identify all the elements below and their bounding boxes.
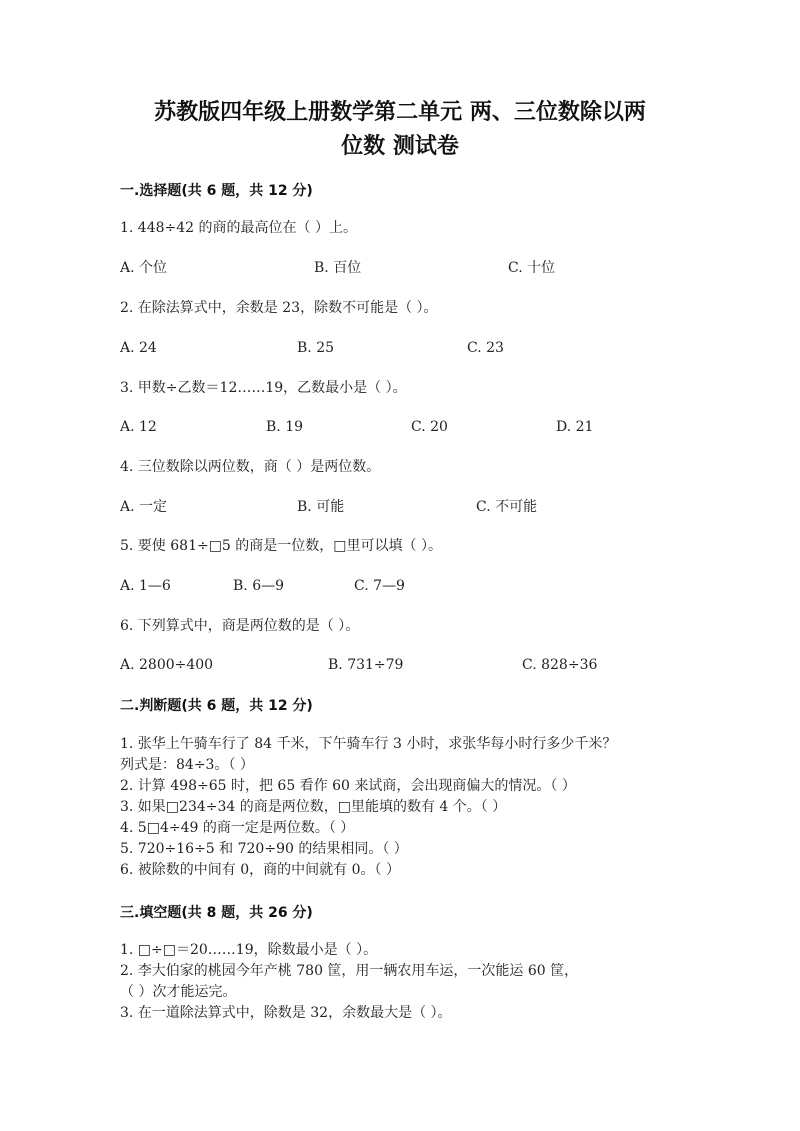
judge-line-2: 列式是：84÷3。（ ） — [120, 757, 254, 773]
option-1-5-b: B. 6—9 — [233, 578, 285, 594]
question-1-3: 3. 甲数÷乙数＝12……19，乙数最小是（ ）。 — [120, 380, 407, 396]
option-1-6-a: A. 2800÷400 — [120, 657, 214, 673]
section-2-title: 二.判断题(共 6 题，共 12 分) — [120, 698, 313, 714]
option-1-4-a: A. 一定 — [120, 499, 168, 515]
section-3-title: 三.填空题(共 8 题，共 26 分) — [120, 905, 313, 921]
judge-line-3: 2. 计算 498÷65 时，把 65 看作 60 来试商，会出现商偏大的情况。（ ） — [120, 778, 576, 794]
fill-line-1: 1. □÷□＝20……19，除数最小是（ ）。 — [120, 942, 378, 958]
option-1-3-c: C. 20 — [411, 419, 448, 435]
option-1-6-c: C. 828÷36 — [522, 657, 598, 673]
option-1-4-c: C. 不可能 — [476, 499, 538, 515]
judge-line-1: 1. 张华上午骑车行了 84 千米，下午骑车行 3 小时，求张华每小时行多少千米？ — [120, 736, 617, 752]
question-1-2: 2. 在除法算式中，余数是 23，除数不可能是（ ）。 — [120, 300, 438, 316]
judge-line-6: 5. 720÷16÷5 和 720÷90 的结果相同。（ ） — [120, 841, 408, 857]
option-1-2-b: B. 25 — [297, 340, 335, 356]
question-1-4: 4. 三位数除以两位数，商（ ）是两位数。 — [120, 459, 381, 475]
option-1-5-c: C. 7—9 — [354, 578, 405, 594]
judge-line-4: 3. 如果□234÷34 的商是两位数，□里能填的数有 4 个。（ ） — [120, 799, 507, 815]
title-line-2: 位数 测试卷 — [341, 134, 459, 159]
page-title — [100, 96, 700, 164]
option-1-3-a: A. 12 — [120, 419, 157, 435]
option-1-2-a: A. 24 — [120, 340, 157, 356]
option-1-1-b: B. 百位 — [314, 260, 362, 276]
question-1-6: 6. 下列算式中，商是两位数的是（ ）。 — [120, 618, 360, 634]
fill-line-3: （ ）次才能运完。 — [120, 984, 237, 1000]
title-line-1: 苏教版四年级上册数学第二单元 两、三位数除以两 — [154, 100, 646, 125]
question-1-5: 5. 要使 681÷□5 的商是一位数，□里可以填（ ）。 — [120, 538, 442, 554]
option-1-5-a: A. 1—6 — [120, 578, 171, 594]
option-1-1-a: A. 个位 — [120, 260, 168, 276]
fill-line-2: 2. 李大伯家的桃园今年产桃 780 筐，用一辆农用车运，一次能运 60 筐， — [120, 963, 579, 979]
option-1-1-c: C. 十位 — [508, 260, 556, 276]
option-1-3-b: B. 19 — [266, 419, 304, 435]
judge-line-5: 4. 5□4÷49 的商一定是两位数。（ ） — [120, 820, 355, 836]
option-1-3-d: D. 21 — [556, 419, 594, 435]
judge-line-7: 6. 被除数的中间有 0，商的中间就有 0。（ ） — [120, 862, 400, 878]
fill-line-4: 3. 在一道除法算式中，除数是 32，余数最大是（ ）。 — [120, 1005, 452, 1021]
section-1-title: 一.选择题(共 6 题，共 12 分) — [120, 183, 313, 199]
question-1-1: 1. 448÷42 的商的最高位在（ ）上。 — [120, 220, 357, 236]
option-1-4-b: B. 可能 — [297, 499, 345, 515]
option-1-6-b: B. 731÷79 — [328, 657, 404, 673]
option-1-2-c: C. 23 — [467, 340, 504, 356]
